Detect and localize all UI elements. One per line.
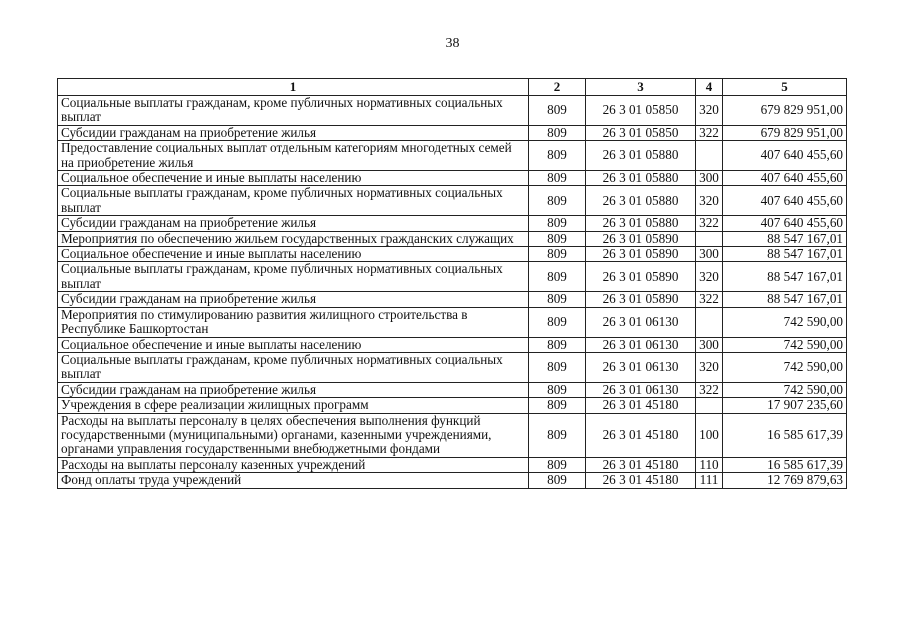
row-code: 26 3 01 05880 xyxy=(586,171,696,186)
table-row xyxy=(58,398,847,413)
row-code: 26 3 01 05890 xyxy=(586,292,696,307)
row-ministry: 809 xyxy=(529,413,586,457)
row-amount: 742 590,00 xyxy=(723,307,847,337)
row-type: 100 xyxy=(696,413,723,457)
row-code: 26 3 01 05890 xyxy=(586,247,696,262)
row-ministry: 809 xyxy=(529,337,586,352)
header-col-type: 4 xyxy=(696,79,723,96)
header-col-name: 1 xyxy=(58,79,529,96)
row-amount: 407 640 455,60 xyxy=(723,141,847,171)
row-ministry: 809 xyxy=(529,216,586,231)
table-row xyxy=(58,457,847,472)
row-amount: 88 547 167,01 xyxy=(723,262,847,292)
table-row xyxy=(58,352,847,382)
row-code: 26 3 01 05880 xyxy=(586,216,696,231)
row-name: Социальные выплаты гражданам, кроме публичных нормативных социальных выплат xyxy=(58,96,529,126)
table-body xyxy=(58,96,847,489)
row-code: 26 3 01 05890 xyxy=(586,231,696,246)
row-code: 26 3 01 06130 xyxy=(586,307,696,337)
row-type: 320 xyxy=(696,352,723,382)
row-type xyxy=(696,141,723,171)
row-ministry: 809 xyxy=(529,171,586,186)
row-amount: 407 640 455,60 xyxy=(723,171,847,186)
row-code: 26 3 01 05850 xyxy=(586,96,696,126)
row-code: 26 3 01 05880 xyxy=(586,186,696,216)
row-ministry: 809 xyxy=(529,186,586,216)
header-row xyxy=(58,79,847,96)
row-type: 111 xyxy=(696,473,723,488)
row-amount: 16 585 617,39 xyxy=(723,413,847,457)
row-amount: 17 907 235,60 xyxy=(723,398,847,413)
header-col-ministry: 2 xyxy=(529,79,586,96)
row-name: Субсидии гражданам на приобретение жилья xyxy=(58,382,529,397)
table-row xyxy=(58,382,847,397)
table-row xyxy=(58,473,847,488)
table-row xyxy=(58,216,847,231)
row-type: 320 xyxy=(696,186,723,216)
row-code: 26 3 01 06130 xyxy=(586,337,696,352)
row-type: 110 xyxy=(696,457,723,472)
row-type: 300 xyxy=(696,247,723,262)
row-ministry: 809 xyxy=(529,141,586,171)
row-ministry: 809 xyxy=(529,231,586,246)
row-ministry: 809 xyxy=(529,96,586,126)
row-type: 300 xyxy=(696,337,723,352)
table-row xyxy=(58,262,847,292)
table-row xyxy=(58,96,847,126)
row-name: Фонд оплаты труда учреждений xyxy=(58,473,529,488)
table-row xyxy=(58,125,847,140)
row-amount: 407 640 455,60 xyxy=(723,216,847,231)
row-ministry: 809 xyxy=(529,473,586,488)
row-type xyxy=(696,398,723,413)
row-type: 322 xyxy=(696,125,723,140)
row-type: 300 xyxy=(696,171,723,186)
row-code: 26 3 01 06130 xyxy=(586,352,696,382)
row-name: Мероприятия по стимулированию развития жилищного строительства в Республике Башкортостан xyxy=(58,307,529,337)
row-ministry: 809 xyxy=(529,457,586,472)
row-code: 26 3 01 45180 xyxy=(586,473,696,488)
row-ministry: 809 xyxy=(529,352,586,382)
row-code: 26 3 01 45180 xyxy=(586,457,696,472)
table-row xyxy=(58,171,847,186)
row-amount: 407 640 455,60 xyxy=(723,186,847,216)
row-name: Расходы на выплаты персоналу казенных учреждений xyxy=(58,457,529,472)
table-row xyxy=(58,141,847,171)
table-row xyxy=(58,247,847,262)
row-name: Учреждения в сфере реализации жилищных программ xyxy=(58,398,529,413)
header-col-amount: 5 xyxy=(723,79,847,96)
row-ministry: 809 xyxy=(529,262,586,292)
row-amount: 742 590,00 xyxy=(723,337,847,352)
row-ministry: 809 xyxy=(529,398,586,413)
row-name: Предоставление социальных выплат отдельным категориям многодетных семей на приобретение жилья xyxy=(58,141,529,171)
row-type: 322 xyxy=(696,382,723,397)
row-code: 26 3 01 06130 xyxy=(586,382,696,397)
row-code: 26 3 01 05880 xyxy=(586,141,696,171)
row-code: 26 3 01 05850 xyxy=(586,125,696,140)
row-amount: 679 829 951,00 xyxy=(723,125,847,140)
table-row xyxy=(58,186,847,216)
row-ministry: 809 xyxy=(529,307,586,337)
row-type xyxy=(696,231,723,246)
row-name: Мероприятия по обеспечению жильем государственных гражданских служащих xyxy=(58,231,529,246)
row-code: 26 3 01 05890 xyxy=(586,262,696,292)
table-row xyxy=(58,231,847,246)
row-ministry: 809 xyxy=(529,382,586,397)
header-col-code: 3 xyxy=(586,79,696,96)
row-amount: 12 769 879,63 xyxy=(723,473,847,488)
row-amount: 88 547 167,01 xyxy=(723,231,847,246)
budget-table xyxy=(57,78,847,489)
table-row xyxy=(58,337,847,352)
row-name: Социальное обеспечение и иные выплаты населению xyxy=(58,337,529,352)
table-row xyxy=(58,292,847,307)
page-number: 38 xyxy=(445,36,460,51)
row-name: Расходы на выплаты персоналу в целях обеспечения выполнения функций государственными (муниципальными) органами, казенными учреждениями, органами управления государственными внебюджетными фондами xyxy=(58,413,529,457)
row-amount: 88 547 167,01 xyxy=(723,292,847,307)
row-type: 320 xyxy=(696,262,723,292)
row-name: Субсидии гражданам на приобретение жилья xyxy=(58,125,529,140)
row-name: Субсидии гражданам на приобретение жилья xyxy=(58,292,529,307)
row-ministry: 809 xyxy=(529,125,586,140)
row-code: 26 3 01 45180 xyxy=(586,398,696,413)
row-type: 320 xyxy=(696,96,723,126)
row-amount: 742 590,00 xyxy=(723,352,847,382)
row-type: 322 xyxy=(696,216,723,231)
row-amount: 16 585 617,39 xyxy=(723,457,847,472)
row-type xyxy=(696,307,723,337)
row-ministry: 809 xyxy=(529,247,586,262)
row-name: Социальные выплаты гражданам, кроме публичных нормативных социальных выплат xyxy=(58,352,529,382)
table-row xyxy=(58,413,847,457)
row-amount: 679 829 951,00 xyxy=(723,96,847,126)
row-name: Социальное обеспечение и иные выплаты населению xyxy=(58,247,529,262)
row-name: Социальное обеспечение и иные выплаты населению xyxy=(58,171,529,186)
table-row xyxy=(58,307,847,337)
row-name: Социальные выплаты гражданам, кроме публичных нормативных социальных выплат xyxy=(58,186,529,216)
row-amount: 88 547 167,01 xyxy=(723,247,847,262)
row-code: 26 3 01 45180 xyxy=(586,413,696,457)
row-name: Социальные выплаты гражданам, кроме публичных нормативных социальных выплат xyxy=(58,262,529,292)
row-type: 322 xyxy=(696,292,723,307)
row-name: Субсидии гражданам на приобретение жилья xyxy=(58,216,529,231)
row-ministry: 809 xyxy=(529,292,586,307)
row-amount: 742 590,00 xyxy=(723,382,847,397)
